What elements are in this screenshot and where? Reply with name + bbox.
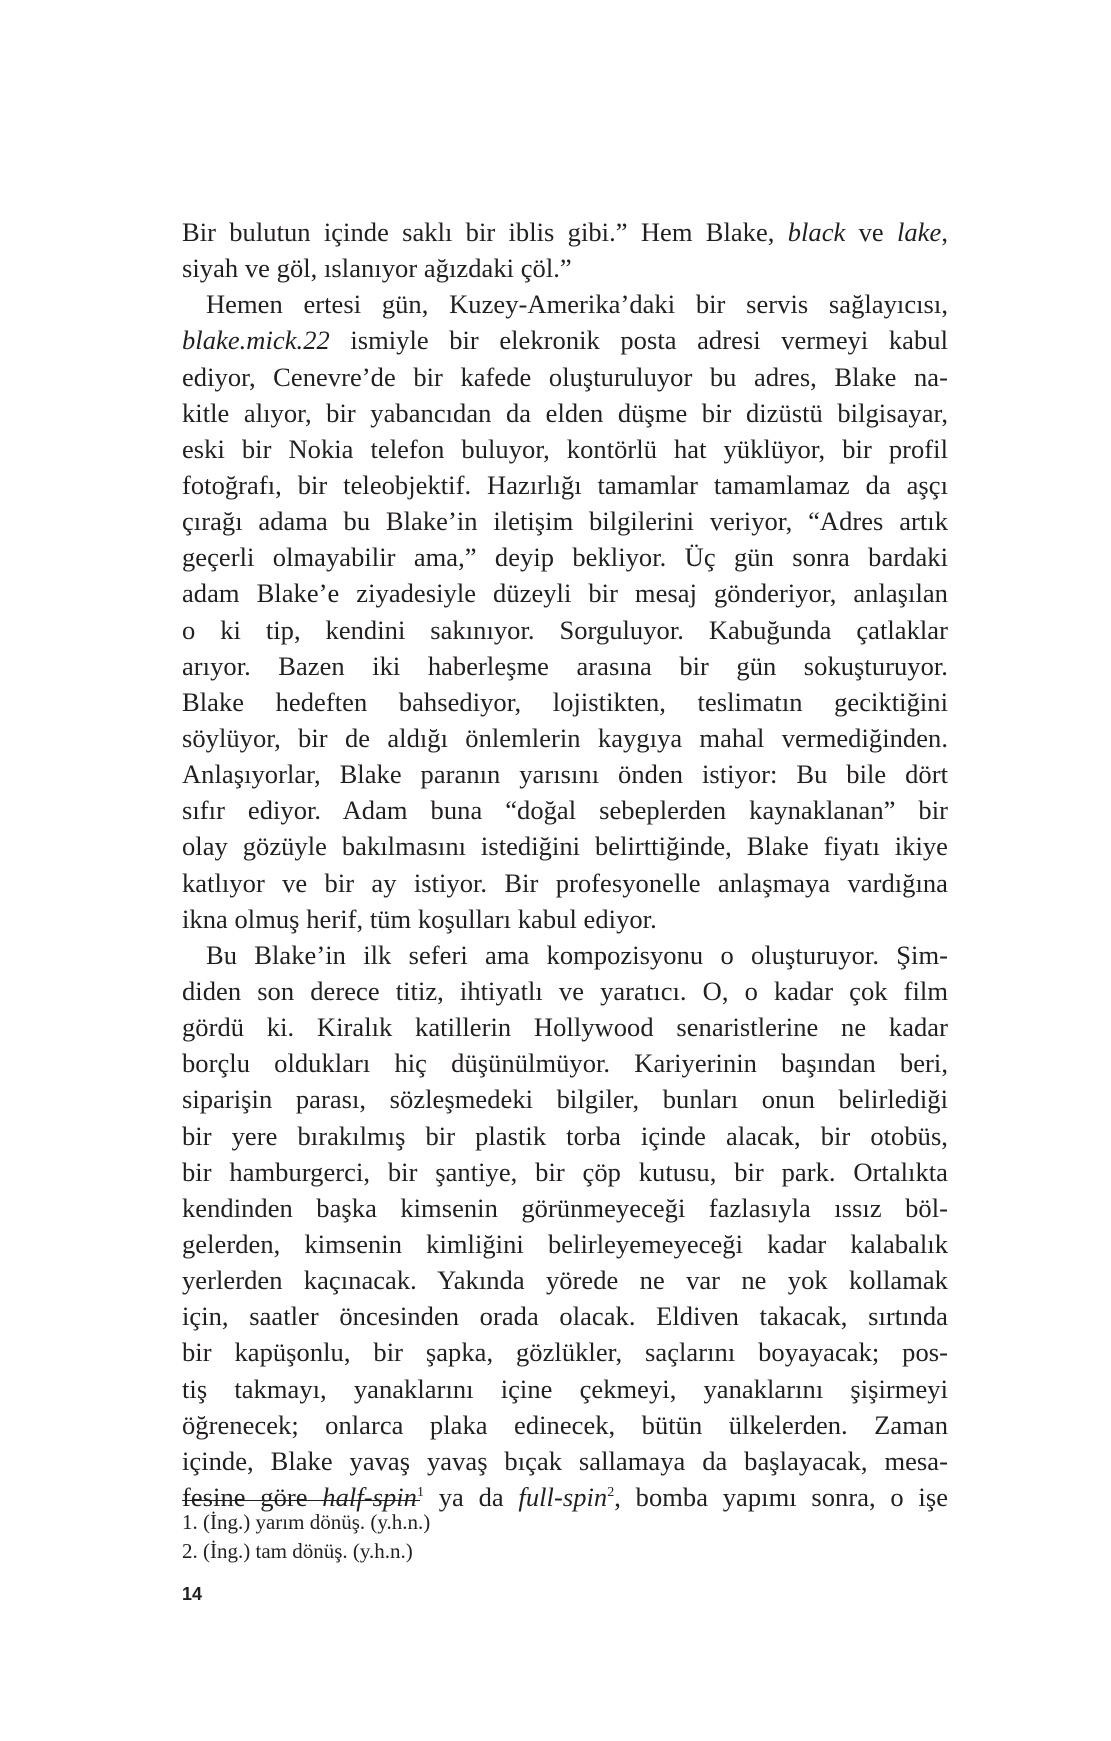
text-line: olay gözüyle bakılmasını istediğini belirttiğinde, Blake fiyatı ikiye: [182, 831, 948, 862]
footnotes: [182, 1508, 882, 1566]
text-line: tiş takmayı, yanaklarını içine çekmeyi, yanaklarını şişirmeyi: [182, 1373, 948, 1404]
text-line: arıyor. Bazen iki haberleşme arasına bir gün sokuşturuyor.: [182, 650, 948, 681]
text-line: bir kapüşonlu, bir şapka, gözlükler, saçlarını boyayacak; pos-: [182, 1337, 948, 1368]
text-line: diden son derece titiz, ihtiyatlı ve yaratıcı. O, o kadar çok film: [182, 975, 948, 1006]
text-line: gelerden, kimsenin kimliğini belirleyemeyeceği kadar kalabalık: [182, 1228, 948, 1259]
text-line: fotoğrafı, bir teleobjektif. Hazırlığı tamamlar tamamlamaz da aşçı: [182, 469, 948, 500]
text-line: blake.mick.22 ismiyle bir elekronik posta adresi vermeyi kabul: [182, 325, 948, 356]
text-line: adam Blake’e ziyadesiyle düzeyli bir mesaj gönderiyor, anlaşılan: [182, 578, 948, 609]
text-line: gördü ki. Kiralık katillerin Hollywood senaristlerine ne kadar: [182, 1012, 948, 1043]
text-line: ikna olmuş herif, tüm koşulları kabul ediyor.: [182, 903, 657, 934]
text-line: o ki tip, kendini sakınıyor. Sorguluyor. Kabuğunda çatlaklar: [182, 614, 948, 645]
footnote-separator: [182, 1500, 420, 1501]
text-line: öğrenecek; onlarca plaka edinecek, bütün ülkelerden. Zaman: [182, 1409, 948, 1440]
footnote-2: 2. (İng.) tam dönüş. (y.h.n.): [182, 1539, 413, 1563]
text-line: siyah ve göl, ıslanıyor ağızdaki çöl.”: [182, 253, 572, 284]
text-line: Anlaşıyorlar, Blake paranın yarısını önden istiyor: Bu bile dört: [182, 759, 948, 790]
text-line: bir hamburgerci, bir şantiye, bir çöp kutusu, bir park. Ortalıkta: [182, 1156, 948, 1187]
text-line: Hemen ertesi gün, Kuzey-Amerika’daki bir servis sağlayıcısı,: [206, 289, 948, 320]
text-line: fesine göre half-spin$^1$ ya da full-spin$^2$, bomba yapımı sonra, o işe: [182, 1481, 949, 1512]
page-number: 14: [182, 1584, 203, 1604]
footnote-1: 1. (İng.) yarım dönüş. (y.h.n.): [182, 1510, 431, 1534]
text-line: yerlerden kaçınacak. Yakında yörede ne var ne yok kollamak: [182, 1265, 948, 1296]
text-line: için, saatler öncesinden orada olacak. Eldiven takacak, sırtında: [182, 1301, 948, 1332]
text-line: eski bir Nokia telefon buluyor, kontörlü hat yüklüyor, bir profil: [182, 433, 948, 464]
text-line: katlıyor ve bir ay istiyor. Bir profesyonelle anlaşmaya vardığına: [182, 867, 948, 898]
body-text: [182, 214, 948, 1515]
text-line: borçlu oldukları hiç düşünülmüyor. Kariyerinin başından beri,: [182, 1048, 948, 1079]
text-line: kitle alıyor, bir yabancıdan da elden düşme bir dizüstü bilgisayar,: [182, 397, 948, 428]
text-line: çırağı adama bu Blake’in iletişim bilgilerini veriyor, “Adres artık: [182, 506, 948, 537]
text-line: ediyor, Cenevre’de bir kafede oluşturuluyor bu adres, Blake na-: [182, 361, 948, 392]
text-line: Bu Blake’in ilk seferi ama kompozisyonu o oluşturuyor. Şim-: [206, 939, 948, 970]
text-line: siparişin parası, sözleşmedeki bilgiler, bunları onun belirlediği: [182, 1084, 948, 1115]
text-line: içinde, Blake yavaş yavaş bıçak sallamaya da başlayacak, mesa-: [182, 1445, 948, 1476]
text-line: kendinden başka kimsenin görünmeyeceği fazlasıyla ıssız böl-: [182, 1192, 948, 1223]
text-line: söylüyor, bir de aldığı önlemlerin kaygıya mahal vermediğinden.: [182, 722, 948, 753]
text-line: bir yere bırakılmış bir plastik torba içinde alacak, bir otobüs,: [182, 1120, 948, 1151]
text-line: Blake hedeften bahsediyor, lojistikten, teslimatın geciktiğini: [182, 686, 948, 717]
text-line: Bir bulutun içinde saklı bir iblis gibi.” Hem Blake, black ve lake,: [182, 217, 948, 247]
text-line: geçerli olmayabilir ama,” deyip bekliyor. Üç gün sonra bardaki: [182, 542, 948, 573]
text-line: sıfır ediyor. Adam buna “doğal sebeplerden kaynaklanan” bir: [182, 795, 948, 826]
